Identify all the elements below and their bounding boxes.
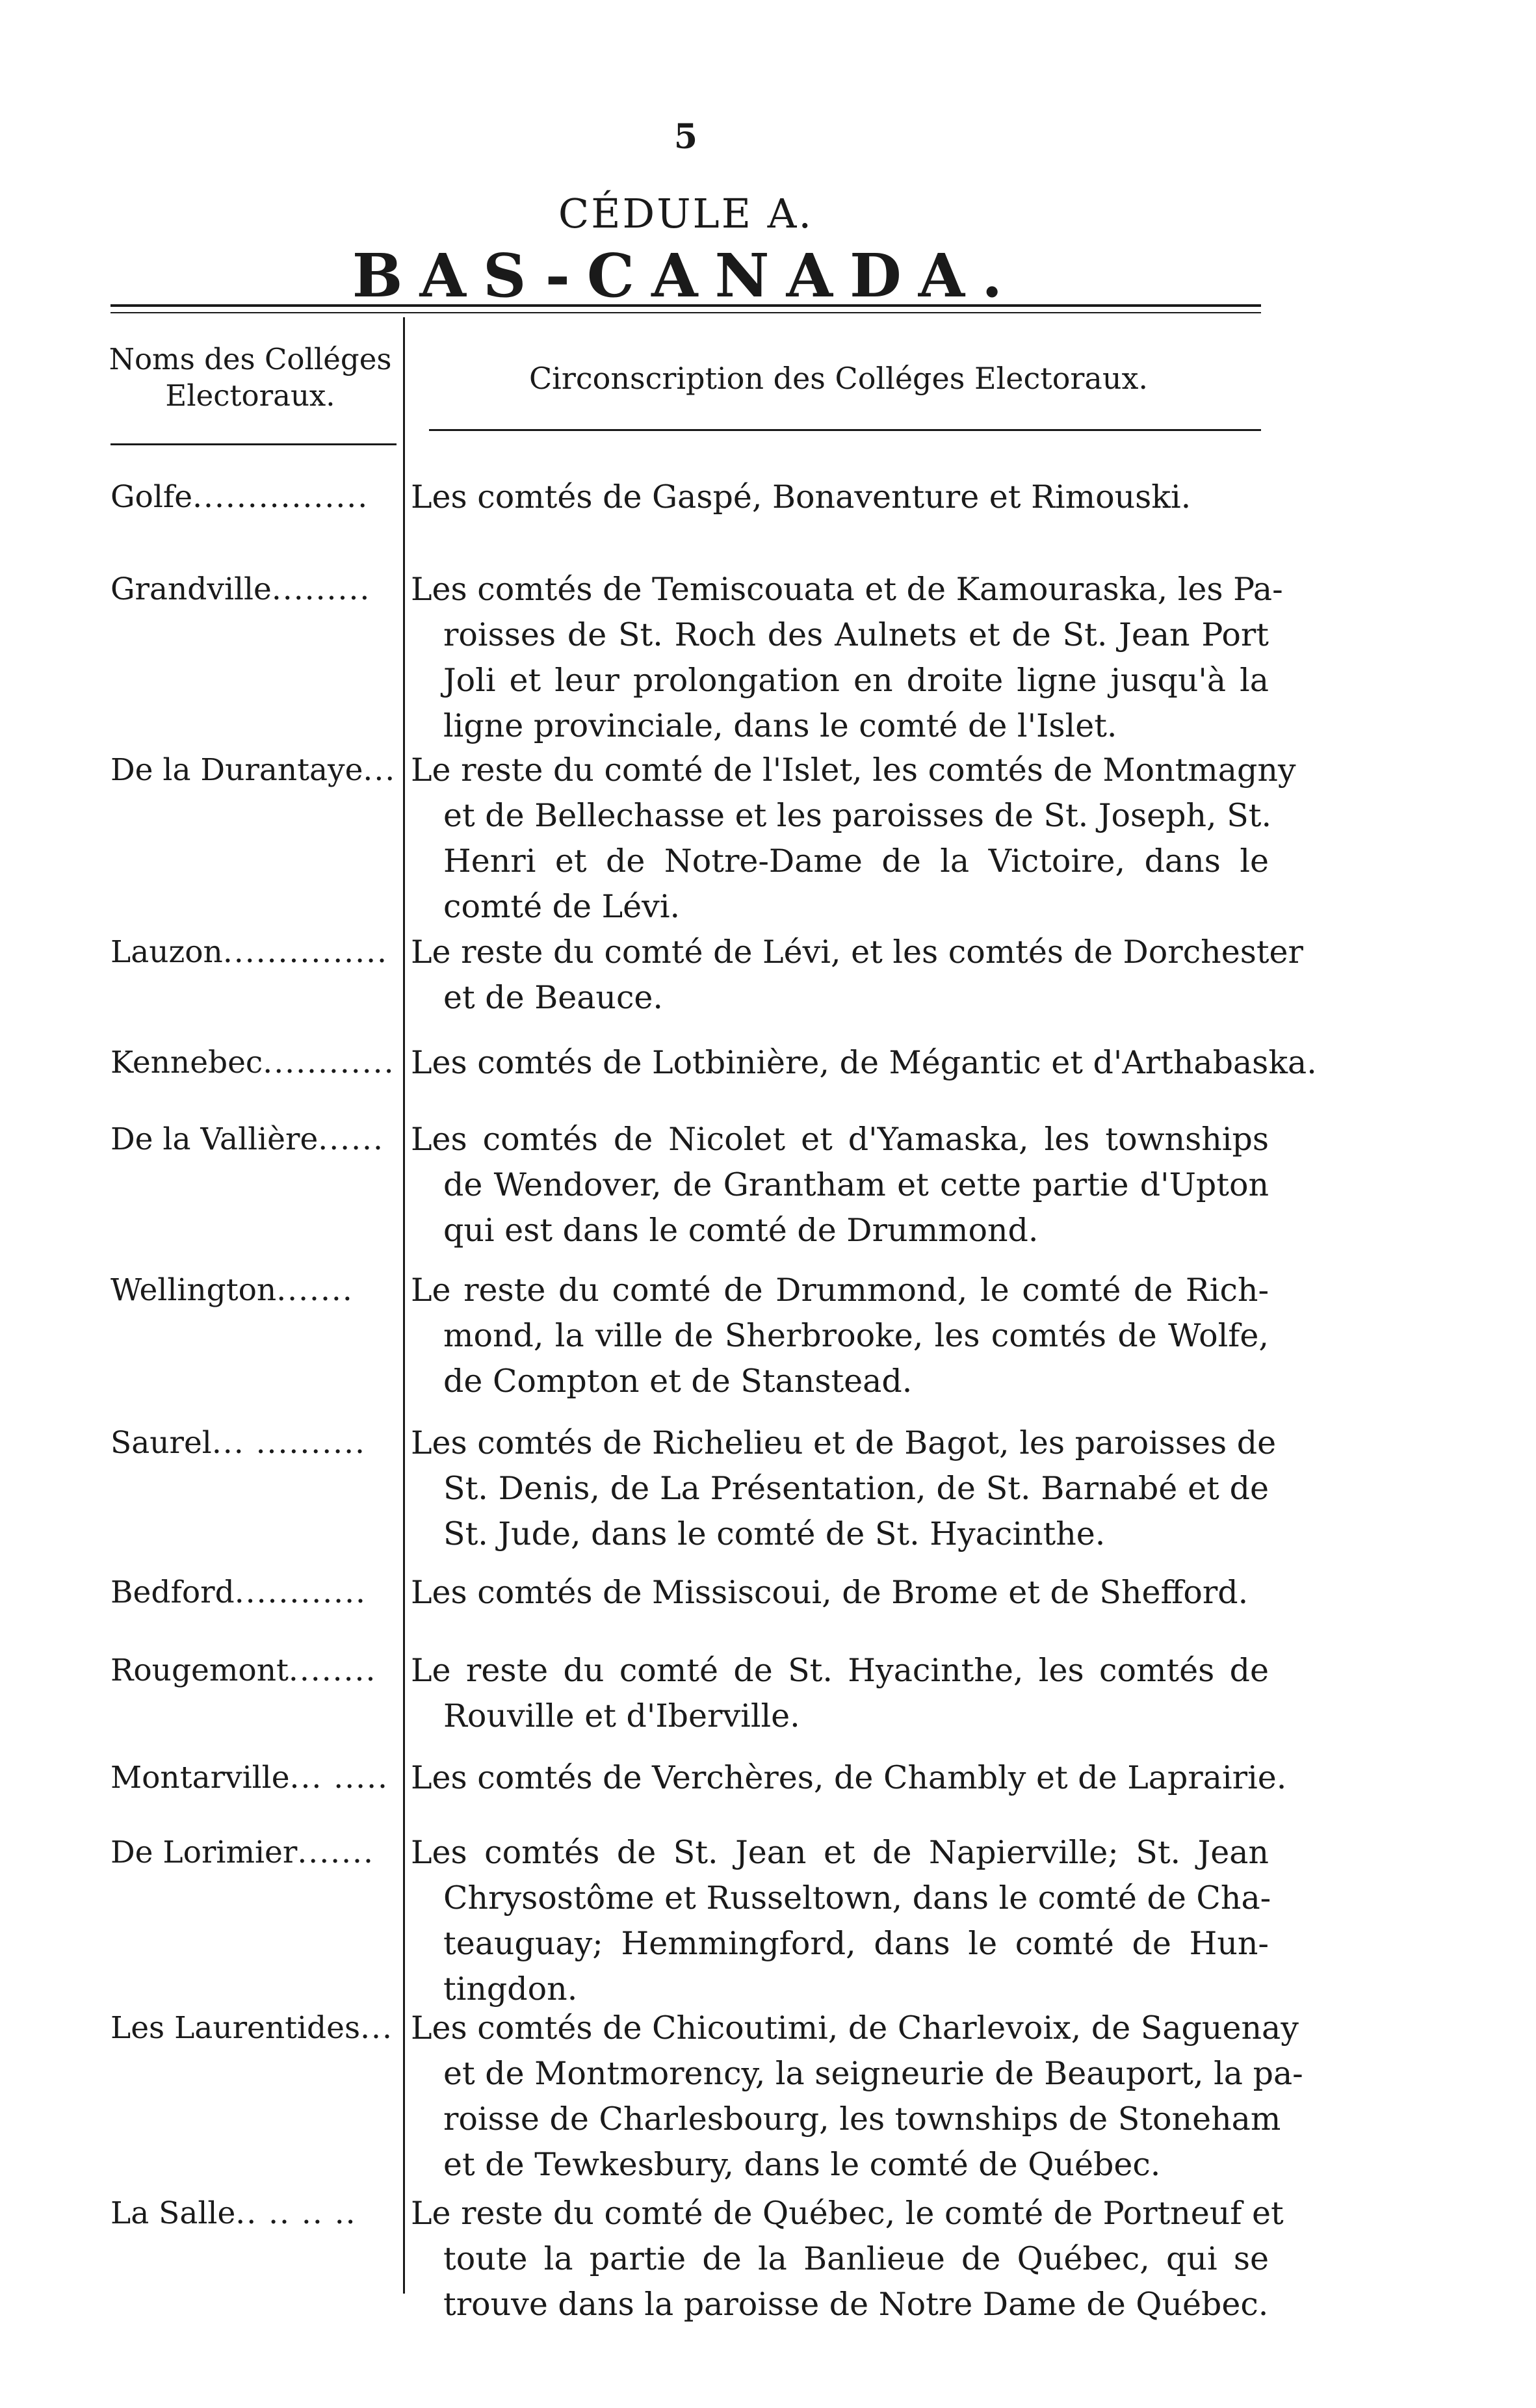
leader-dots: ... (360, 2010, 393, 2046)
district-line: Les comtés de Temiscouata et de Kamouraska, les Pa- (411, 571, 1283, 608)
college-name-cell (111, 1268, 410, 1313)
leader-dots: ....... (276, 1272, 354, 1308)
college-name-cell (111, 1830, 410, 1876)
district-description (411, 475, 1269, 520)
schedule-title: CÉDULE A. (558, 190, 814, 237)
region-title: BAS-CANADA. (352, 241, 1020, 311)
district-line: Le reste du comté de St. Hyacinthe, les comtés de (411, 1652, 1269, 1689)
district-line: qui est dans le comté de Drummond. (443, 1212, 1039, 1249)
college-name-cell (111, 748, 410, 793)
district-line: roisse de Charlesbourg, les townships de Stoneham (443, 2100, 1281, 2138)
leader-dots: ................ (192, 479, 369, 515)
college-name: Wellington (111, 1272, 277, 1308)
district-line: Joli et leur prolongation en droite ligne jusqu'à la (443, 662, 1269, 699)
college-name-cell (111, 2006, 410, 2051)
college-name: De la Vallière (111, 1121, 319, 1157)
district-line: Les comtés de Lotbinière, de Mégantic et d'Arthabaska. (411, 1044, 1317, 1081)
district-description (411, 1570, 1269, 1616)
district-line: Le reste du comté de Québec, le comté de Portneuf et (411, 2195, 1284, 2232)
leader-dots: .. .. .. .. (235, 2195, 357, 2231)
district-description (411, 930, 1303, 1021)
district-description (411, 1117, 1269, 1253)
header-rule-right (429, 429, 1261, 431)
leader-dots: ............ (234, 1575, 367, 1610)
college-name: Rougemont (111, 1653, 289, 1688)
leader-dots: ... .......... (211, 1425, 366, 1461)
district-line: de Wendover, de Grantham et cette partie d'Upton (443, 1166, 1269, 1203)
district-line: de Compton et de Stanstead. (443, 1363, 913, 1400)
college-name-cell (111, 930, 410, 975)
leader-dots: ............ (263, 1045, 395, 1080)
college-column-header (98, 341, 403, 414)
district-line: Les comtés de Chicoutimi, de Charlevoix, de Saguenay (411, 2009, 1299, 2047)
district-description (411, 1420, 1277, 1557)
district-line: Les comtés de Missiscoui, de Brome et de Shefford. (411, 1574, 1249, 1611)
college-header-line: Noms des Colléges (109, 342, 392, 376)
college-name-cell (111, 1755, 410, 1801)
district-line: Les comtés de Verchères, de Chambly et de Laprairie. (411, 1759, 1287, 1796)
district-line: roisses de St. Roch des Aulnets et de St. Jean Port (443, 616, 1269, 653)
leader-dots: ........ (288, 1653, 377, 1688)
college-name: Golfe (111, 479, 193, 515)
district-line: tingdon. (443, 1970, 578, 2008)
district-line: comté de Lévi. (443, 888, 681, 925)
district-description (411, 1755, 1287, 1801)
district-line: St. Denis, de La Présentation, de St. Barnabé et de (443, 1470, 1269, 1507)
college-name: Les Laurentides (111, 2010, 361, 2046)
district-line: Le reste du comté de Lévi, et les comtés de Dorchester (411, 934, 1303, 971)
college-name: Montarville (111, 1760, 290, 1796)
district-description (411, 2006, 1303, 2188)
district-description (411, 1268, 1269, 1404)
header-rule-left (111, 443, 397, 445)
district-line: trouve dans la paroisse de Notre Dame de Québec. (443, 2286, 1269, 2323)
college-name-cell (111, 475, 410, 520)
double-rule-bottom (111, 312, 1261, 313)
college-name-cell (111, 1648, 410, 1694)
district-line: ligne provinciale, dans le comté de l'Islet. (443, 707, 1117, 744)
leader-dots: ... ..... (289, 1760, 389, 1796)
college-name: Saurel (111, 1425, 212, 1461)
district-line: teauguay; Hemmingford, dans le comté de Hun- (443, 1925, 1269, 1962)
district-column-header: Circonscription des Colléges Electoraux. (528, 361, 1149, 396)
district-description (411, 1830, 1269, 2012)
college-name: De Lorimier (111, 1835, 298, 1870)
leader-dots: ............... (222, 934, 388, 970)
district-line: Henri et de Notre-Dame de la Victoire, dans le (443, 843, 1269, 880)
district-line: Les comtés de Nicolet et d'Yamaska, les townships (411, 1121, 1269, 1158)
college-name-cell (111, 2191, 410, 2236)
college-name: Bedford (111, 1575, 235, 1610)
leader-dots: ......... (271, 571, 371, 607)
district-line: toute la partie de la Banlieue de Québec, qui se (443, 2240, 1269, 2277)
district-description (411, 748, 1296, 930)
district-line: Les comtés de St. Jean et de Napierville; St. Jean (411, 1834, 1269, 1871)
college-name: La Salle (111, 2195, 236, 2231)
district-line: et de Bellechasse et les paroisses de St. Joseph, St. (443, 797, 1272, 834)
district-description (411, 1648, 1269, 1739)
college-name: Kennebec (111, 1045, 263, 1080)
district-line: et de Montmorency, la seigneurie de Beauport, la pa- (443, 2055, 1303, 2092)
college-header-line: Electoraux. (165, 378, 335, 413)
district-description (411, 2191, 1284, 2327)
district-line: et de Tewkesbury, dans le comté de Québec. (443, 2146, 1161, 2183)
district-line: Le reste du comté de l'Islet, les comtés de Montmagny (411, 752, 1296, 789)
district-line: Rouville et d'Iberville. (443, 1697, 800, 1734)
leader-dots: ....... (297, 1835, 374, 1870)
leader-dots: ... (363, 752, 397, 788)
college-name: De la Durantaye (111, 752, 363, 788)
college-name: Grandville (111, 571, 272, 607)
leader-dots: ...... (318, 1121, 384, 1157)
college-name-cell (111, 1570, 410, 1616)
double-rule-top (111, 304, 1261, 307)
district-line: St. Jude, dans le comté de St. Hyacinthe. (443, 1515, 1106, 1552)
district-line: et de Beauce. (443, 979, 663, 1016)
college-name-cell (111, 1117, 410, 1162)
college-name-cell (111, 1420, 410, 1466)
district-line: Chrysostôme et Russeltown, dans le comté de Cha- (443, 1879, 1271, 1917)
college-name-cell (111, 567, 410, 612)
district-line: Le reste du comté de Drummond, le comté de Rich- (411, 1272, 1269, 1309)
college-name-cell (111, 1040, 410, 1086)
district-line: Les comtés de Gaspé, Bonaventure et Rimouski. (411, 478, 1191, 516)
district-description (411, 567, 1283, 749)
page-number: 5 (673, 117, 698, 157)
district-description (411, 1040, 1317, 1086)
district-line: mond, la ville de Sherbrooke, les comtés de Wolfe, (443, 1317, 1269, 1354)
district-line: Les comtés de Richelieu et de Bagot, les paroisses de (411, 1424, 1277, 1461)
college-name: Lauzon (111, 934, 223, 970)
